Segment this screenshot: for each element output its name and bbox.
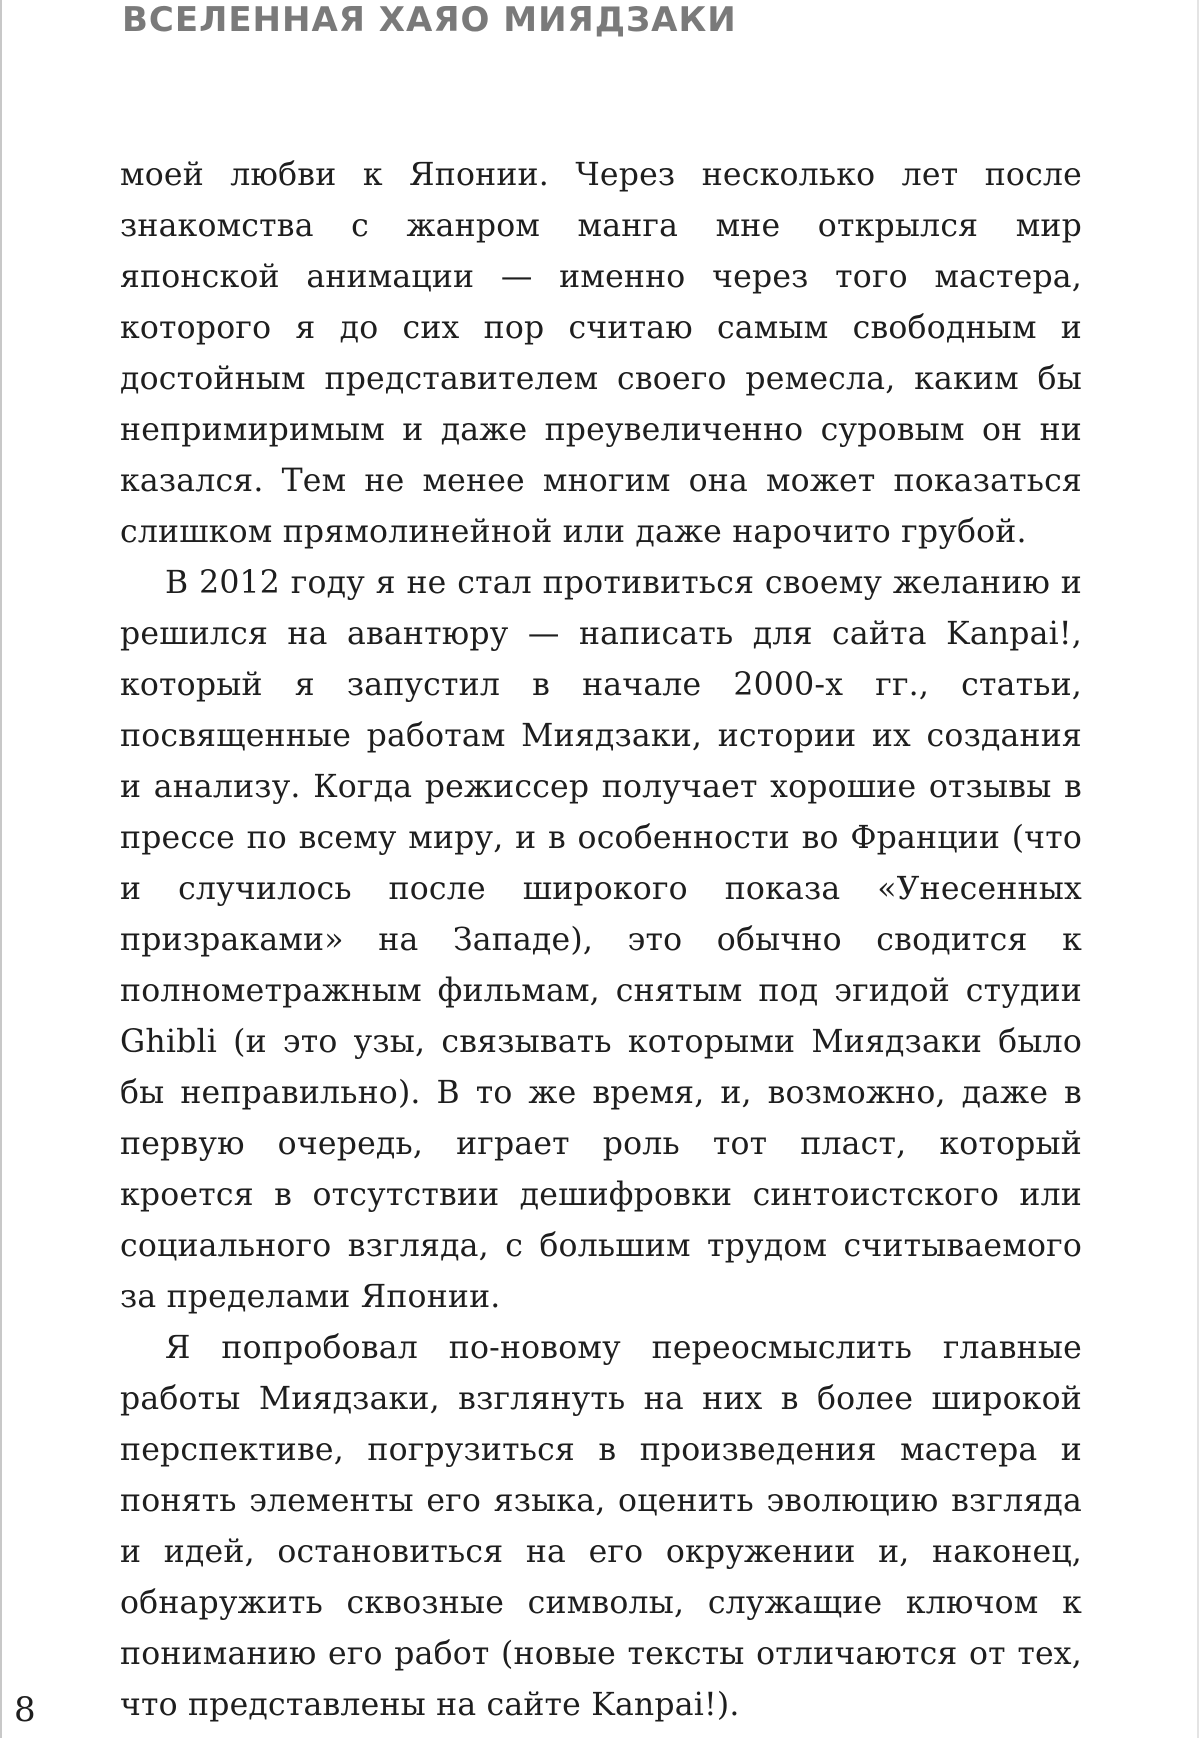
- body-text: [120, 150, 1082, 1731]
- paragraph-1: моей любви к Японии. Через несколько лет после знакомства с жанром манга мне открылся мир японской анимации — именно через того мастера, которого я до сих пор считаю самым свободным и достойным представителем своего ремесла, каким бы непримиримым и даже преувеличенно суровым он ни казался. Тем не менее многим она может показаться слишком прямолинейной или даже нарочито грубой.: [120, 157, 1082, 550]
- paragraph-2: В 2012 году я не стал противиться своему желанию и решился на авантюру — написать для сайта Kanpai!, который я запустил в начале 2000-х гг., статьи, посвященные работам Миядзаки, истории их создания и анализу. Когда режиссер получает хорошие отзывы в прессе по всему миру, и в особенности во Франции (что и случилось после широкого показа «Унесенных призраками» на Западе), это обычно сводится к полнометражным фильмам, снятым под эгидой студии Ghibli (и это узы, связывать которыми Миядзаки было бы неправильно). В то же время, и, возможно, даже в первую очередь, играет роль тот пласт, который кроется в отсутствии дешифровки синтоистского или социального взгляда, с большим трудом считываемого за пределами Японии.: [120, 565, 1082, 1315]
- running-head: ВСЕЛЕННАЯ ХАЯО МИЯДЗАКИ: [122, 0, 737, 40]
- page-number: 8: [14, 1690, 36, 1730]
- paragraph-3: Я попробовал по-новому переосмыслить главные работы Миядзаки, взглянуть на них в более широкой перспективе, погрузиться в произведения мастера и понять элементы его языка, оценить эволюцию взгляда и идей, остановиться на его окружении и, наконец, обнаружить сквозные символы, служащие ключом к пониманию его работ (новые тексты отличаются от тех, что представлены на сайте Kanpai!).: [120, 1330, 1082, 1723]
